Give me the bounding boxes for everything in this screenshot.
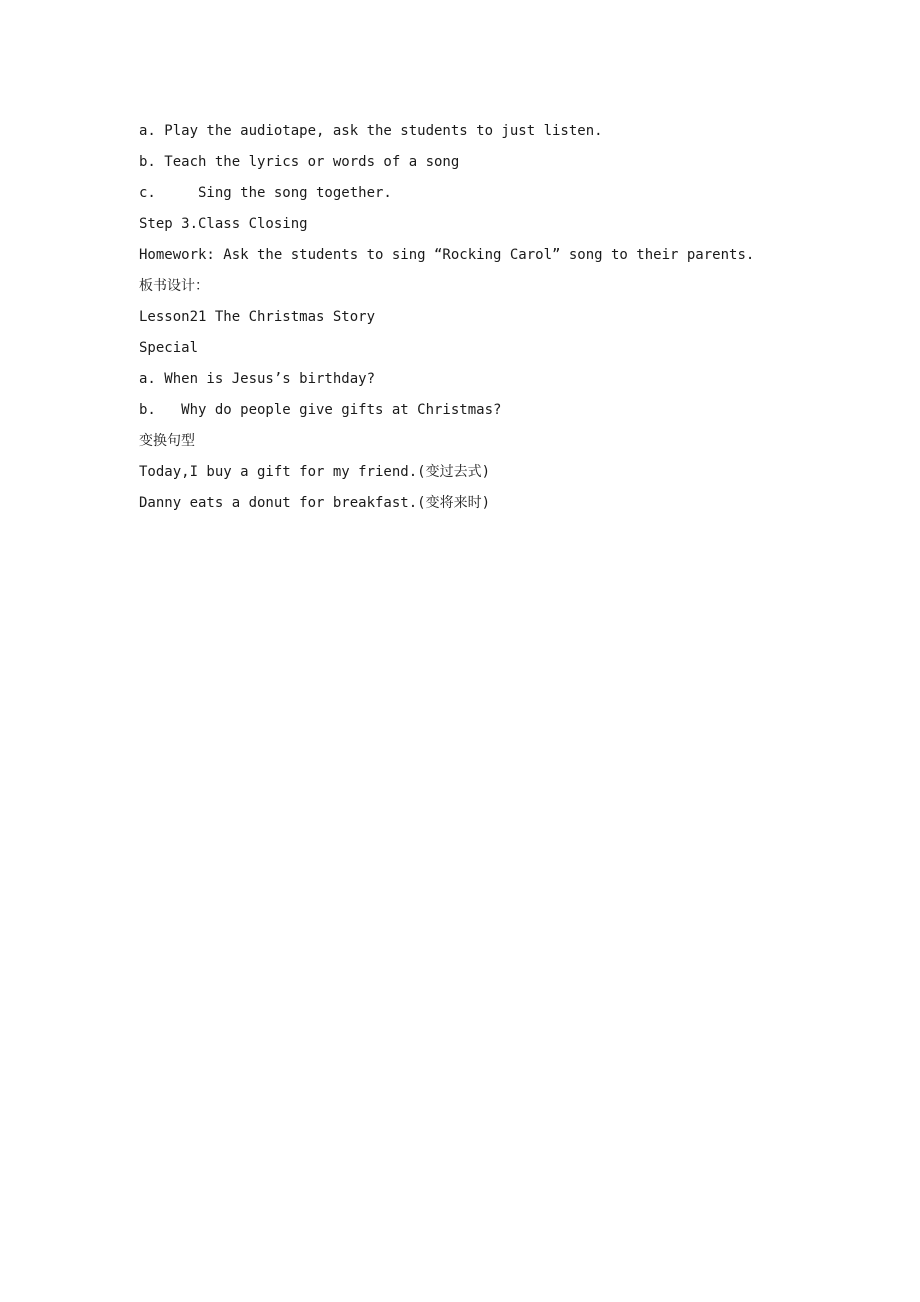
homework-line: Homework: Ask the students to sing “Rocking Carol” song to their parents. [139,247,755,263]
step-3-heading: Step 3.Class Closing [139,216,308,232]
sentence-transform-heading: 变换句型 [139,433,195,449]
question-b: b. Why do people give gifts at Christmas? [139,402,502,418]
special-label: Special [139,340,199,356]
instruction-play-audiotape: a. Play the audiotape, ask the students to just listen. [139,123,603,139]
question-a: a. When is Jesus’s birthday? [139,371,376,387]
instruction-sing-together: c. Sing the song together. [139,185,392,201]
transform-sentence-2: Danny eats a donut for breakfast.(变将来时) [139,495,491,511]
transform-sentence-1: Today,I buy a gift for my friend.(变过去式) [139,464,491,480]
blackboard-design-heading: 板书设计： [139,278,209,294]
document-body [139,116,839,519]
instruction-teach-lyrics: b. Teach the lyrics or words of a song [139,154,460,170]
lesson-title: Lesson21 The Christmas Story [139,309,376,325]
